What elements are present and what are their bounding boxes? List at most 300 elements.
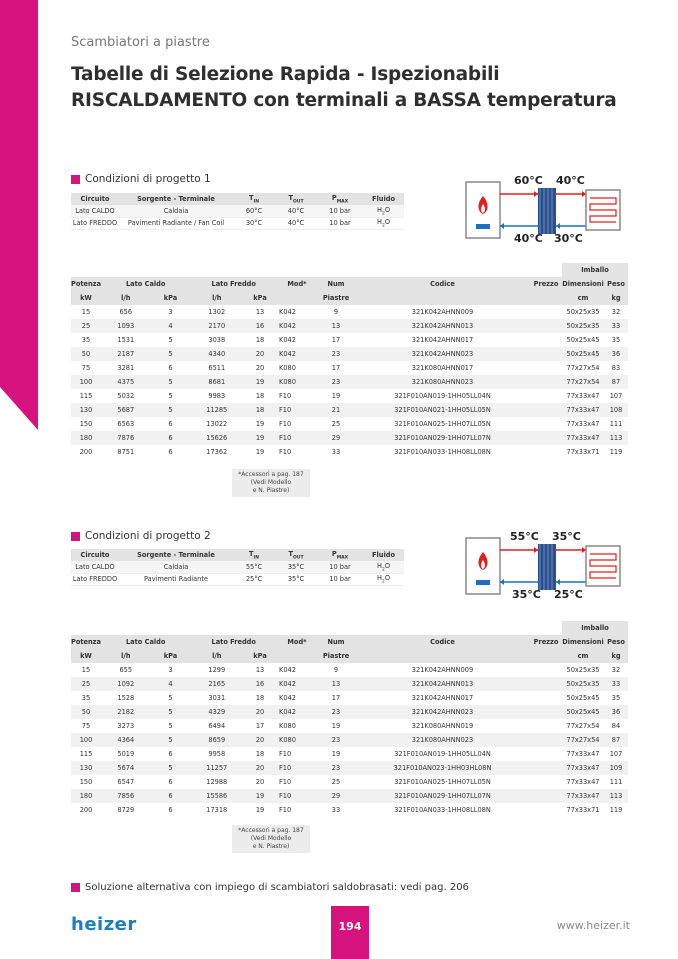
table-cell: 100: [71, 733, 101, 747]
table-cell: Caldaia: [119, 561, 233, 573]
table-cell: 29: [317, 431, 355, 445]
table-cell: [530, 789, 562, 803]
table-cell: 12988: [206, 778, 228, 786]
table-cell: 2182: [101, 705, 151, 719]
table-cell: 321F010AN023-1HH03HL08N: [355, 761, 530, 775]
table-cell: 77x33x47: [562, 403, 604, 417]
table-cell: 108: [604, 403, 628, 417]
packaging-header: Imballo: [562, 263, 628, 277]
temp-cold-out: 35°C: [552, 530, 581, 543]
table-cell: 321F010AN019-1HH05LL04N: [394, 392, 491, 400]
table-cell: 75: [81, 722, 91, 730]
column-header: Prezzo: [530, 277, 562, 291]
table-cell: 30°C: [233, 217, 275, 229]
header-subscript: MAX: [336, 555, 349, 561]
subscript: 2: [381, 223, 385, 229]
table-cell: 321K080AHNN023: [355, 375, 530, 389]
table-cell: 111: [609, 778, 623, 786]
table-cell: 5032: [117, 392, 135, 400]
table-cell: [530, 347, 562, 361]
selection-table-2: [71, 621, 628, 817]
table-cell: 6: [168, 364, 173, 372]
website-link[interactable]: www.heizer.it: [556, 919, 630, 932]
table-cell: 321F010AN025-1HH07LL05N: [394, 420, 491, 428]
table-cell: 321F010AN029-1HH07LL07N: [355, 789, 530, 803]
table-cell: 83: [611, 364, 621, 372]
unit-header: kPa: [151, 649, 191, 663]
table-cell: 113: [604, 789, 628, 803]
table-cell: Lato CALDO: [71, 205, 119, 217]
table-cell: 1299: [208, 666, 226, 674]
table-cell: 35°C: [275, 573, 317, 585]
table-cell: [530, 431, 562, 445]
table-cell: 5: [151, 733, 191, 747]
table-cell: F10: [279, 448, 292, 456]
table-cell: K042: [279, 694, 296, 702]
table-cell: 5: [168, 336, 173, 344]
table-cell: K080: [277, 375, 317, 389]
column-header: $P_{MAX}$: [317, 549, 363, 561]
table-cell: K042: [277, 347, 317, 361]
table-cell: 7856: [101, 789, 151, 803]
table-cell: 150: [79, 420, 93, 428]
table-cell: 11257: [190, 761, 243, 775]
unit-header: kg: [604, 291, 628, 305]
table-cell: 8729: [117, 806, 135, 814]
table-cell: 321K042AHNN009: [411, 666, 474, 674]
bullet-square-icon: [71, 175, 80, 184]
table-cell: 10 bar: [317, 205, 363, 217]
column-header: Dimensioni: [562, 277, 604, 291]
unit-header: kW: [71, 291, 101, 305]
unit-header: l/h: [101, 649, 151, 663]
table-cell: 6: [168, 806, 173, 814]
table-cell: 100: [71, 375, 101, 389]
table-cell: 130: [71, 403, 101, 417]
table-cell: 5: [151, 761, 191, 775]
table-cell: F10: [279, 750, 292, 758]
table-cell: 33: [331, 806, 341, 814]
subscript: 2: [381, 579, 385, 585]
table-cell: 9: [333, 666, 339, 674]
table-cell: 77x27x54: [562, 375, 604, 389]
table-cell: 15626: [190, 431, 243, 445]
column-header: Peso: [604, 277, 628, 291]
table-cell: 50x25x35: [566, 666, 600, 674]
column-header: Num: [317, 277, 355, 291]
temp-hot-in: 55°C: [510, 530, 539, 543]
table-cell: 6511: [208, 364, 226, 372]
table-cell: [530, 677, 562, 691]
column-header: $T_{OUT}$: [275, 549, 317, 561]
table-cell: [530, 747, 562, 761]
table-row: [71, 403, 628, 417]
table-cell: 50x25x45: [566, 336, 600, 344]
table-cell: 321F010AN021-1HH05LL05N: [355, 403, 530, 417]
accessories-note-2: *Accessori a pag. 187 (Vedi Modello e N. Piastre): [232, 825, 310, 853]
column-header: Lato Freddo: [190, 277, 277, 291]
table-cell: 35: [81, 694, 91, 702]
table-cell: 4340: [190, 347, 243, 361]
table-cell: [530, 319, 562, 333]
table-cell: 19: [243, 375, 277, 389]
table-cell: 23: [317, 733, 355, 747]
table-cell: 200: [79, 806, 93, 814]
table-cell: $H_2O$: [363, 573, 404, 585]
table-cell: 40°C: [275, 205, 317, 217]
table-cell: 180: [71, 431, 101, 445]
unit-header: l/h: [101, 291, 151, 305]
table-cell: 9958: [208, 750, 226, 758]
unit-header: kg: [604, 649, 628, 663]
table-cell: 656: [119, 308, 133, 316]
table-cell: 321F010AN019-1HH05LL04N: [394, 750, 491, 758]
table-cell: 321F010AN033-1HH08LL08N: [394, 448, 491, 456]
table-cell: 3: [168, 666, 173, 674]
temp-hot-out: 35°C: [512, 588, 541, 601]
table-cell: 25°C: [233, 573, 275, 585]
header-subscript: OUT: [292, 555, 304, 561]
table-cell: Lato FREDDO: [72, 219, 118, 227]
column-header: Peso: [604, 635, 628, 649]
conditions-1-heading: Condizioni di progetto 1: [71, 173, 211, 185]
table-cell: 5: [151, 705, 191, 719]
table-cell: 35: [611, 694, 621, 702]
table-cell: [530, 389, 562, 403]
packaging-header: Imballo: [562, 621, 628, 635]
table-row: [71, 663, 628, 677]
table-cell: 50x25x35: [562, 319, 604, 333]
table-cell: 77x27x54: [562, 733, 604, 747]
conditions-1-table: [71, 193, 404, 230]
table-cell: 19: [331, 392, 341, 400]
table-cell: [530, 417, 562, 431]
column-header: $T_{IN}$: [233, 549, 275, 561]
table-cell: Pavimenti Radiante / Fan Coil: [119, 217, 233, 229]
column-header: Circuito: [71, 193, 119, 205]
table-cell: 32: [611, 308, 621, 316]
table-cell: 10 bar: [317, 561, 363, 573]
table-cell: [530, 333, 562, 347]
table-cell: 130: [71, 761, 101, 775]
column-header: Lato Caldo: [101, 635, 190, 649]
table-cell: 18: [243, 403, 277, 417]
table-cell: 1531: [117, 336, 135, 344]
selection-table-1: [71, 263, 628, 459]
table-cell: 10 bar: [317, 573, 363, 585]
table-cell: 18: [255, 750, 265, 758]
table-row: [71, 361, 628, 375]
subscript: 2: [381, 210, 385, 216]
unit-header: [530, 649, 562, 663]
unit-header: cm: [562, 649, 604, 663]
table-cell: 16: [243, 677, 277, 691]
unit-header: cm: [562, 291, 604, 305]
heat-exchanger-diagram-1: [464, 174, 622, 246]
table-cell: 3281: [117, 364, 135, 372]
column-header: Codice: [355, 635, 530, 649]
table-cell: 77x33x47: [566, 750, 600, 758]
table-cell: 77x33x71: [566, 806, 600, 814]
heat-exchanger-diagram-2: [464, 530, 622, 602]
table-cell: 23: [317, 375, 355, 389]
title-line-2: RISCALDAMENTO con terminali a BASSA temperatura: [71, 90, 617, 111]
column-header: Potenza: [71, 277, 101, 291]
column-header: Dimensioni: [562, 635, 604, 649]
column-header: Fluido: [363, 549, 404, 561]
table-cell: 87: [604, 375, 628, 389]
table-cell: 87: [604, 733, 628, 747]
table-row: [71, 445, 628, 459]
table-cell: [530, 403, 562, 417]
table-cell: 321K042AHNN017: [411, 336, 474, 344]
table-cell: 15: [81, 666, 91, 674]
conditions-2-table: [71, 549, 404, 586]
temp-cold-out: 40°C: [556, 174, 585, 187]
brand-logo: heizer: [71, 914, 137, 935]
table-cell: 33: [331, 448, 341, 456]
table-cell: [530, 775, 562, 789]
unit-header: kW: [71, 649, 101, 663]
subscript: 2: [381, 566, 385, 572]
table-cell: K042: [279, 336, 296, 344]
table-row: [71, 705, 628, 719]
table-cell: 50x25x45: [566, 694, 600, 702]
table-cell: K080: [277, 733, 317, 747]
column-header: Codice: [355, 277, 530, 291]
section-label: Scambiatori a piastre: [71, 35, 210, 50]
accessories-note-1: *Accessori a pag. 187 (Vedi Modello e N. Piastre): [232, 469, 310, 497]
table-cell: 77x27x54: [566, 722, 600, 730]
unit-header: [355, 291, 530, 305]
column-header: Lato Freddo: [190, 635, 277, 649]
bullet-square-icon: [71, 532, 80, 541]
table-cell: F10: [277, 431, 317, 445]
conditions-2-heading: Condizioni di progetto 2: [71, 530, 211, 542]
temp-hot-out: 40°C: [514, 232, 543, 245]
table-cell: 5: [168, 694, 173, 702]
column-header: $T_{IN}$: [233, 193, 275, 205]
unit-header: Piastre: [317, 649, 355, 663]
unit-header: [355, 649, 530, 663]
decorative-band: [0, 0, 38, 430]
table-cell: 3273: [117, 722, 135, 730]
table-cell: 6: [168, 750, 173, 758]
table-cell: 17: [331, 694, 341, 702]
table-cell: 25: [71, 319, 101, 333]
unit-header: [277, 649, 317, 663]
table-cell: 23: [317, 705, 355, 719]
table-row: [71, 375, 628, 389]
table-cell: 109: [604, 761, 628, 775]
table-row: [71, 789, 628, 803]
table-cell: 321K080AHNN017: [411, 364, 474, 372]
table-cell: [530, 691, 562, 705]
table-cell: 3: [168, 308, 173, 316]
unit-header: kPa: [243, 649, 277, 663]
table-cell: 35: [81, 336, 91, 344]
table-cell: 75: [81, 364, 91, 372]
table-cell: 107: [609, 392, 623, 400]
table-row: [71, 347, 628, 361]
table-cell: 20: [243, 761, 277, 775]
table-cell: 50x25x45: [562, 347, 604, 361]
table-cell: K080: [279, 722, 296, 730]
column-header: Sorgente - Terminale: [119, 193, 233, 205]
table-cell: 115: [79, 392, 93, 400]
table-cell: 77x33x47: [566, 392, 600, 400]
table-cell: 9: [333, 308, 339, 316]
table-cell: 5: [151, 347, 191, 361]
table-cell: F10: [279, 778, 292, 786]
table-row: [71, 747, 628, 761]
table-cell: 17: [331, 364, 341, 372]
table-cell: 50x25x45: [562, 705, 604, 719]
table-cell: 84: [611, 722, 621, 730]
table-cell: 1092: [101, 677, 151, 691]
table-cell: 23: [317, 761, 355, 775]
table-cell: 111: [609, 420, 623, 428]
table-cell: 1528: [117, 694, 135, 702]
table-cell: F10: [279, 806, 292, 814]
table-cell: 321K080AHNN019: [411, 722, 474, 730]
table-cell: 29: [317, 789, 355, 803]
unit-header: l/h: [190, 291, 243, 305]
table-cell: 20: [255, 364, 265, 372]
table-cell: 2165: [190, 677, 243, 691]
table-cell: 4: [151, 319, 191, 333]
table-cell: 5674: [101, 761, 151, 775]
header-subscript: OUT: [292, 199, 304, 205]
table-cell: 17: [255, 722, 265, 730]
table-cell: Caldaia: [119, 205, 233, 217]
table-row: [71, 719, 628, 733]
table-cell: 150: [79, 778, 93, 786]
table-cell: [530, 719, 562, 733]
page-title: [71, 62, 617, 114]
column-header: Mod*: [277, 277, 317, 291]
header-row: [71, 291, 628, 305]
table-cell: 25: [71, 677, 101, 691]
table-cell: F10: [277, 403, 317, 417]
table-cell: 13022: [206, 420, 228, 428]
table-cell: 119: [609, 806, 623, 814]
table-cell: 321K042AHNN023: [355, 705, 530, 719]
table-cell: 180: [71, 789, 101, 803]
table-cell: [530, 361, 562, 375]
table-cell: 3038: [208, 336, 226, 344]
table-cell: 119: [609, 448, 623, 456]
table-cell: $H_2O$: [363, 205, 404, 217]
table-cell: 8681: [190, 375, 243, 389]
table-cell: 5019: [117, 750, 135, 758]
table-cell: $H_2O$: [363, 217, 404, 229]
unit-header: Piastre: [317, 291, 355, 305]
table-cell: 20: [243, 347, 277, 361]
table-cell: 321F010AN029-1HH07LL07N: [355, 431, 530, 445]
column-header: Prezzo: [530, 635, 562, 649]
table-cell: 36: [604, 347, 628, 361]
table-cell: 2187: [101, 347, 151, 361]
table-cell: 32: [611, 666, 621, 674]
table-cell: 6: [151, 789, 191, 803]
page-number: 194: [331, 906, 369, 959]
table-cell: F10: [277, 761, 317, 775]
table-cell: 19: [331, 722, 341, 730]
table-cell: 5: [151, 375, 191, 389]
table-row: [71, 217, 404, 229]
table-cell: [530, 705, 562, 719]
table-cell: 77x33x47: [566, 420, 600, 428]
table-cell: 18: [255, 694, 265, 702]
table-cell: 5687: [101, 403, 151, 417]
table-cell: F10: [279, 420, 292, 428]
table-cell: 23: [317, 347, 355, 361]
table-cell: [530, 803, 562, 817]
table-cell: 15: [81, 308, 91, 316]
table-cell: 321K042AHNN013: [355, 319, 530, 333]
table-cell: 6: [168, 420, 173, 428]
table-cell: F10: [277, 789, 317, 803]
table-cell: 50x25x35: [562, 677, 604, 691]
table-cell: 11285: [190, 403, 243, 417]
table-cell: 50: [71, 347, 101, 361]
table-row: [71, 761, 628, 775]
header-row: [71, 277, 628, 291]
table-cell: [530, 663, 562, 677]
table-cell: 4375: [101, 375, 151, 389]
table-row: [71, 417, 628, 431]
table-cell: 17: [331, 336, 341, 344]
table-cell: K042: [277, 705, 317, 719]
table-cell: 36: [604, 705, 628, 719]
table-cell: 10 bar: [317, 217, 363, 229]
column-header: Lato Caldo: [101, 277, 190, 291]
table-cell: 20: [255, 778, 265, 786]
table-cell: 19: [255, 806, 265, 814]
table-cell: 321K080AHNN023: [355, 733, 530, 747]
table-cell: K042: [277, 677, 317, 691]
table-row: [71, 677, 628, 691]
alternative-solution-note: Soluzione alternativa con impiego di scambiatori saldobrasati: vedi pag. 206: [71, 882, 469, 893]
table-cell: 4: [151, 677, 191, 691]
table-row: [71, 389, 628, 403]
table-cell: Lato CALDO: [71, 561, 119, 573]
header-subscript: IN: [253, 555, 259, 561]
header-row: [71, 621, 628, 635]
table-cell: 25: [331, 420, 341, 428]
table-cell: 19: [255, 448, 265, 456]
table-cell: 8659: [190, 733, 243, 747]
title-line-1: Tabelle di Selezione Rapida - Ispezionabili: [71, 64, 500, 85]
table-cell: 35°C: [275, 561, 317, 573]
table-cell: K042: [277, 319, 317, 333]
column-header: Sorgente - Terminale: [119, 549, 233, 561]
table-cell: 321K042AHNN009: [411, 308, 474, 316]
column-header: Mod*: [277, 635, 317, 649]
table-cell: 18: [255, 392, 265, 400]
header-subscript: MAX: [336, 199, 349, 205]
header-spacer: [71, 263, 562, 277]
table-row: [71, 431, 628, 445]
table-cell: 21: [317, 403, 355, 417]
header-spacer: [71, 621, 562, 635]
table-cell: 13: [317, 319, 355, 333]
table-cell: 13: [317, 677, 355, 691]
table-cell: 321K042AHNN017: [411, 694, 474, 702]
table-cell: 6: [151, 431, 191, 445]
table-cell: [530, 305, 562, 319]
